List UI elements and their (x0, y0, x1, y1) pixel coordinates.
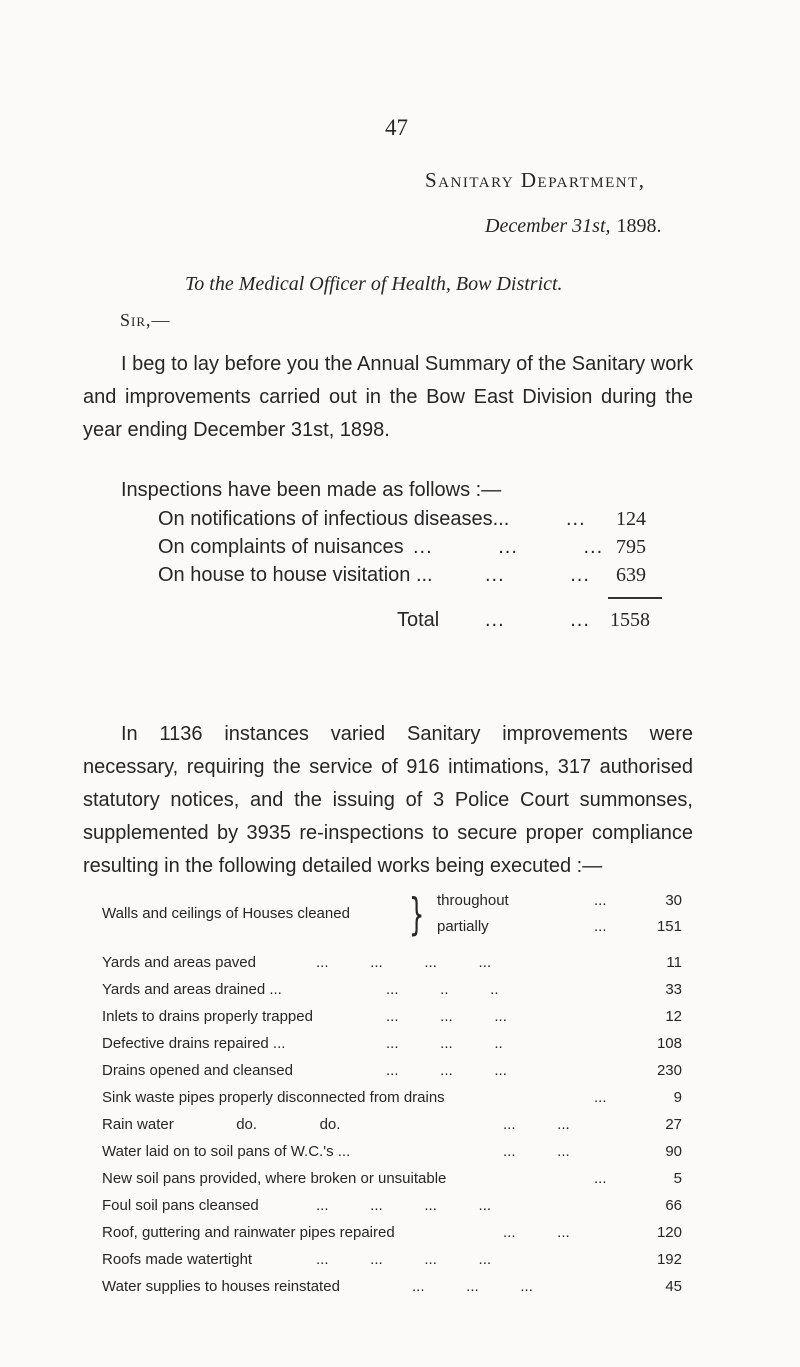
works-row-dots: ... ... ... (386, 1062, 507, 1079)
works-sub-label: throughout (437, 892, 509, 909)
total-label: Total (397, 609, 440, 631)
works-row-value: 33 (665, 981, 682, 998)
works-row-value: 230 (656, 1062, 682, 1079)
works-row-value: 90 (665, 1143, 682, 1160)
total-dots: ... ... (485, 609, 590, 631)
total-rule (608, 597, 662, 599)
works-row-value: 192 (656, 1251, 682, 1268)
improvements-paragraph: In 1136 instances varied Sanitary improvements were necessary, requiring the service of 916 intimations, 317 authorised statutory notices, and the issuing of 3 Police Court summonses, supplemented by 3935 re-inspections to secure proper compliance resulting in the following detailed works being executed :— (83, 723, 693, 877)
works-row-label: Roof, guttering and rainwater pipes repaired (102, 1224, 395, 1241)
date-year: 1898. (616, 215, 662, 237)
works-row-label: New soil pans provided, where broken or unsuitable (102, 1170, 447, 1187)
inspection-row-value: 124 (616, 508, 646, 530)
works-row-value: 12 (665, 1008, 682, 1025)
works-row-dots: ... ... ... (386, 1008, 507, 1025)
works-row-label: Water supplies to houses reinstated (102, 1278, 340, 1295)
page-number: 47 (385, 115, 408, 140)
works-row-value: 45 (665, 1278, 682, 1295)
works-row-label: Sink waste pipes properly disconnected from drains (102, 1089, 445, 1106)
inspection-row-dots: ... ... ... (413, 536, 604, 558)
works-row-value: 11 (666, 954, 682, 971)
inspection-row-dots: ... ... (485, 564, 590, 586)
works-row-label: Yards and areas paved (102, 954, 256, 971)
works-row-value: 120 (656, 1224, 682, 1241)
works-row-dots: ... (594, 918, 607, 935)
works-row-dots: ... ... ... ... (316, 1197, 492, 1214)
intro-paragraph: I beg to lay before you the Annual Summary of the Sanitary work and improvements carried out in the Bow East Division during the year ending December 31st, 1898. (83, 353, 693, 441)
inspection-row-value: 795 (616, 536, 646, 558)
letter-date (485, 215, 662, 238)
works-row-label: Foul soil pans cleansed (102, 1197, 259, 1214)
inspection-row-label: On house to house visitation ... (158, 564, 433, 586)
works-sub-label: partially (437, 918, 489, 935)
works-row-label: Defective drains repaired ... (102, 1035, 286, 1052)
addressee: To the Medical Officer of Health, Bow District. (185, 273, 563, 295)
works-row-dots: ... ... (503, 1116, 570, 1133)
works-row-label: Rain water do. do. (102, 1116, 341, 1133)
works-row-dots: ... (594, 1089, 607, 1106)
works-row-label: Yards and areas drained ... (102, 981, 282, 998)
inspections-intro: Inspections have been made as follows :— (121, 479, 502, 501)
date-month-day: December 31st, (485, 215, 611, 237)
works-row-value: 108 (656, 1035, 682, 1052)
total-value: 1558 (610, 609, 650, 631)
works-row-label: Roofs made watertight (102, 1251, 253, 1268)
brace-symbol: } (409, 889, 425, 940)
works-row-dots: ... ... (503, 1224, 570, 1241)
works-row-dots: ... ... ... (412, 1278, 533, 1295)
works-row-dots: ... (594, 892, 607, 909)
works-row-dots: ... (594, 1170, 607, 1187)
works-row-dots: ... ... ... ... (316, 1251, 492, 1268)
works-row-dots: ... ... .. (386, 1035, 503, 1052)
works-row-dots: ... ... ... ... (316, 954, 492, 971)
works-row-label: Inlets to drains properly trapped (102, 1008, 313, 1025)
salutation: Sir,— (120, 310, 171, 330)
works-row-value: 9 (673, 1089, 682, 1106)
works-row-dots: ... .. .. (386, 981, 499, 998)
works-row-value: 27 (665, 1116, 682, 1133)
inspection-row-dots: ... (566, 508, 586, 530)
works-row-label: Water laid on to soil pans of W.C.'s ... (102, 1143, 351, 1160)
works-row-label: Drains opened and cleansed (102, 1062, 293, 1079)
works-row-value: 151 (656, 918, 682, 935)
works-row-value: 66 (665, 1197, 682, 1214)
inspection-row-value: 639 (616, 564, 646, 586)
inspection-row-label: On notifications of infectious diseases... (158, 508, 510, 530)
works-row-value: 30 (665, 892, 682, 909)
works-row-value: 5 (673, 1170, 682, 1187)
department-heading: Sanitary Department, (425, 168, 646, 192)
works-row-dots: ... ... (503, 1143, 570, 1160)
works-row-label: Walls and ceilings of Houses cleaned (102, 905, 350, 922)
inspection-row-label: On complaints of nuisances (158, 536, 404, 558)
